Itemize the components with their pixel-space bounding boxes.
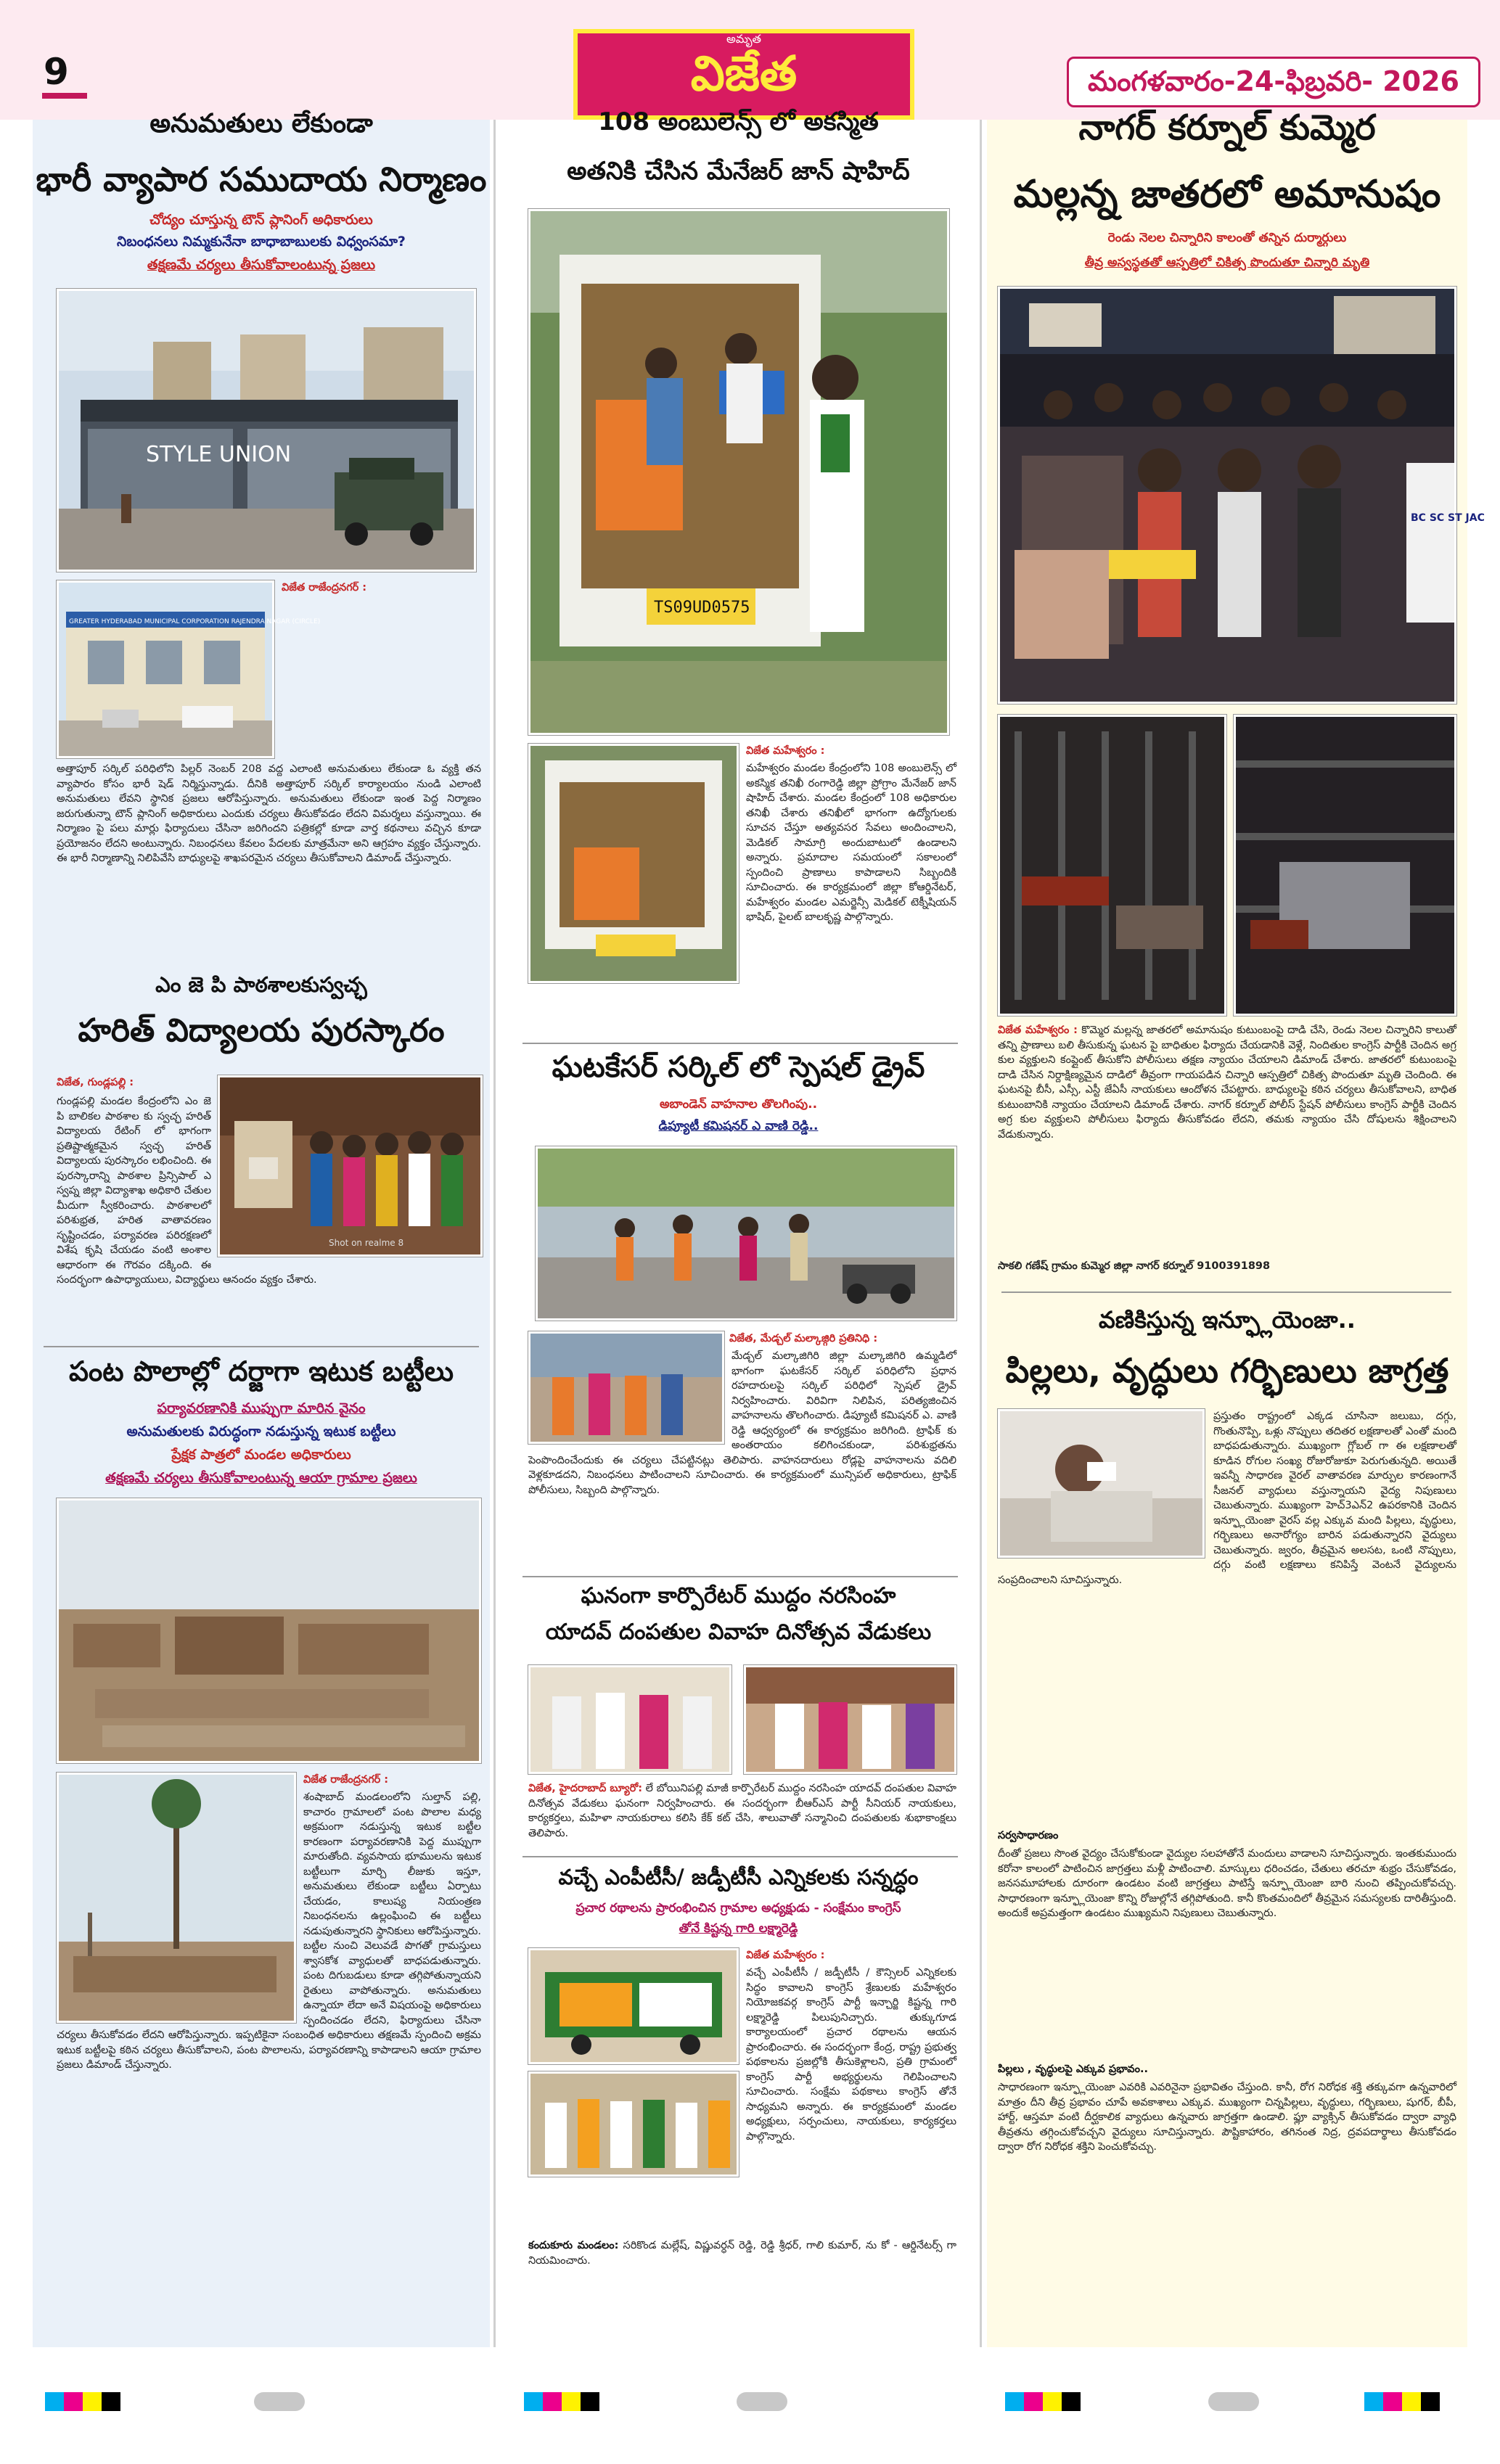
page-number-underline bbox=[42, 93, 87, 99]
left-a3-dateline: విజేత రాజేంద్రనగర్ : bbox=[303, 1774, 389, 1786]
protest-photo[interactable] bbox=[998, 287, 1485, 704]
right-a1-headline: మల్లన్న జాతరలో అమానుషం bbox=[1013, 173, 1441, 216]
mid-a3-headline2: యాదవ్ దంపతుల వివాహ దినోత్సవ వేడుకలు bbox=[545, 1619, 932, 1645]
right-a2-kicker: వణికిస్తున్న ఇన్ఫ్లూయెంజా.. bbox=[1099, 1306, 1356, 1334]
left-a1-sub2: నిబంధనలు నిమ్మకునేనా బాధాబాబులకు విధ్వంసమా? bbox=[117, 234, 406, 250]
left-a2-dateline: విజేత, గుండ్లపల్లి : bbox=[57, 1077, 134, 1088]
left-a3-sub3: ప్రేక్షక పాత్రలో మండల అధికారులు bbox=[171, 1447, 351, 1463]
anniversary-photo-2[interactable] bbox=[744, 1665, 956, 1774]
left-a2-headline: హరిత్ విద్యాలయ పురస్కారం bbox=[78, 1012, 445, 1049]
mid-a4-body: వచ్చే ఎంపీటీసీ / జడ్పీటీసీ / కౌన్సిలర్ ఎన్నికలకు సిద్ధం కావాలని కాంగ్రెస్ శ్రేణులకు మహేశ్వరం నియోజకవర్గ కాంగ్రెస్ పార్టీ ఇన్చార్జి కిష్టన్న గారి లక్ష్మారెడ్డి పిలుపునిచ్చారు. తుక్కుగూడ కార్యాలయంలో ప్రచార రథాలను ఆయన ప్రారంభించారు. ఈ సందర్భంగా కేంద్ర, రాష్ట్ర ప్రభుత్వ పథకాలను ప్రజల్లోకి తీసుకెళ్లాలని, ప్రతి గ్రామంలో కాంగ్రెస్ పార్టీ అభ్యర్థులను గెలిపించాలని సూచించారు. సంక్షేమ పథకాలు కాంగ్రెస్ తోనే సాధ్యమని అన్నారు. ఈ కార్యక్రమంలో మండల అధ్యక్షులు, సర్పంచులు, నాయకులు, కార్యకర్తలు పాల్గొన్నారు. bbox=[746, 1967, 956, 2143]
column-divider bbox=[980, 120, 982, 2347]
right-a2-label2: సర్వసాధారణం bbox=[998, 1830, 1059, 1841]
left-a3-sub2: అనుమతులకు విరుద్ధంగా నడుస్తున్న ఇటుక బట్టీలు bbox=[126, 1424, 396, 1440]
left-a1-kicker: అనుమతులు లేకుండా bbox=[149, 109, 373, 139]
mid-a4-dateline: విజేత మహేశ్వరం : bbox=[746, 1950, 825, 1961]
mid-a4-headline: వచ్చే ఎంపీటీసీ/ జడ్పీటీసీ ఎన్నికలకు సన్నద్ధం bbox=[558, 1865, 919, 1889]
article-divider bbox=[522, 1856, 958, 1857]
masthead bbox=[0, 0, 1500, 120]
mid-a4-tail-label: కందుకూరు మండలం: bbox=[528, 2240, 619, 2251]
mid-a1-kicker: 108 అంబులెన్స్ లో అకస్మిత bbox=[598, 107, 879, 136]
mid-a1-headline: అతనికి చేసిన మేనేజర్ జాన్ షాహిద్ bbox=[567, 157, 910, 186]
right-a2-body1: ప్రస్తుతం రాష్ట్రంలో ఎక్కడ చూసినా జలుబు, దగ్గు, గొంతునొప్పి, ఒళ్లు నొప్పులు తదితర లక్షణాలతో ఎంతో మంది బాధపడుతున్నారు. ముఖ్యంగా గ్లోబల్ గా ఈ లక్షణాలతో కూడిన రోగుల సంఖ్య రోజురోజుకూ పెరుగుతున్నది. అయితే ఇవన్నీ సాధారణ వైరల్ వాతావరణ మార్పుల కారణంగానే సీజనల్ వ్యాధులు వస్తున్నాయని వైద్య నిపుణులు చెబుతున్నారు. ముఖ్యంగా హెచ్3ఎన్2 ఉపరకానికి చెందిన ఇన్ఫ్లూయెంజా వైరస్ వల్ల ఎక్కువ మంది పిల్లలు, వృద్ధులు, గర్భిణులు అనారోగ్యం బారిన పడుతున్నారని వైద్యులు చెబుతున్నారు. జ్వరం, తీవ్రమైన అలసట, ఒంటి నొప్పులు, దగ్గు వంటి లక్షణాలు కనిపిస్తే వెంటనే వైద్యులను సంప్రదించాలని సూచిస్తున్నారు. bbox=[998, 1410, 1456, 1586]
left-a3-body: శంషాబాద్ మండలంలోని సుల్తాన్ పల్లి, కాచారం గ్రామాలలో పంట పొలాల మధ్య అక్రమంగా నడుస్తున్న ఇటుక బట్టీల కారణంగా పర్యావరణానికి పెద్ద ముప్పుగా మారుతోంది. వ్యవసాయ భూములను ఇటుక బట్టీలుగా మార్చి లీజుకు ఇస్తూ, అనుమతులు లేకుండా బట్టీలు ఏర్పాటు చేయడం, కాలుష్య నియంత్రణ నిబంధనలను ఉల్లంఘించి ఈ బట్టీలు నడుపుతున్నారని స్థానికులు ఆరోపిస్తున్నారు. బట్టీల నుంచి వెలువడే పొగతో గ్రామస్తులు శ్వాసకోశ వ్యాధులతో బాధపడుతున్నారు. పంట దిగుబడులు కూడా తగ్గిపోతున్నాయని రైతులు వాపోతున్నారు. అనుమతులు ఉన్నాయా లేదా అనే విషయంపై అధికారులు స్పందించడం లేదని, ఫిర్యాదులు చేసినా చర్యలు తీసుకోవడం లేదని ఆరోపిస్తున్నారు. ఇప్పటికైనా సంబంధిత అధికారులు తక్షణమే స్పందించి అక్రమ ఇటుక బట్టీలపై కఠిన చర్యలు తీసుకోవాలని, పంట పొలాలను, పర్యావరణాన్ని కాపాడాలని ఆయా గ్రామాల ప్రజలు డిమాండ్ చేస్తున్నారు. bbox=[57, 1791, 481, 2071]
color-registration-strip bbox=[1005, 2392, 1081, 2411]
left-a1-headline: భారీ వ్యాపార సముదాయ నిర్మాణం bbox=[36, 160, 487, 199]
color-registration-strip bbox=[524, 2392, 599, 2411]
mid-a3-body: విజేత, హైదరాబాద్ బ్యూరో: లే బోయినిపల్లి మాజీ కార్పొరేటర్ ముద్దం నరసింహ యాదవ్ దంపతుల వివాహ దినోత్సవ వేడుకలు ఘనంగా నిర్వహించారు. ఈ సందర్భంగా బీఆర్ఎస్ పార్టీ సీనియర్ నాయకులు, కార్యకర్తలు, మహిళా నాయకురాలు కలిసి కేక్ కట్ చేసి, శాలువాతో సన్మానించి దంపతులకు శుభాకాంక్షలు తెలిపారు. bbox=[528, 1783, 956, 1839]
left-a3-headline: పంట పొలాల్లో దర్జాగా ఇటుక బట్టీలు bbox=[69, 1355, 454, 1387]
issue-date: మంగళవారం-24-ఫిబ్రవరి- 2026 bbox=[1067, 57, 1480, 107]
print-registration-footer bbox=[0, 2347, 1500, 2464]
mid-a1-dateline: విజేత మహేశ్వరం : bbox=[746, 745, 825, 757]
mid-a4-sub1: ప్రచార రథాలను ప్రారంభించిన గ్రామాల అధ్యక్షుడు - సంక్షేమం కాంగ్రెస్ bbox=[575, 1901, 901, 1915]
mid-a2-sub2: డిప్యూటీ కమిషనర్ ఎ వాణి రెడ్డి.. bbox=[658, 1119, 819, 1133]
right-a1-contact: సాకలి గణేష్ గ్రామం కుమ్మెర జిల్లా నాగర్ కర్నూల్ 9100391898 bbox=[998, 1260, 1271, 1272]
left-a3-sub1: పర్యావరణానికి ముప్పుగా మారిన వైనం bbox=[157, 1400, 366, 1416]
article-divider bbox=[522, 1043, 958, 1044]
mid-a1-body: మహేశ్వరం మండల కేంద్రంలోని 108 అంబులెన్స్ లో అకస్మిక తనిఖీ రంగారెడ్డి జిల్లా ప్రోగ్రాం మేనేజర్ జాన్ షాహిద్ చేశారు. మండల కేంద్రంలో 108 అధికారుల తనిఖీ చేశారు తనిఖీలో భాగంగా ఉద్యోగులకు సూచన చేస్తూ అత్యవసర సేవలు అందించాలని, మెడికల్ సామాగ్రి అందుబాటులో ఉండాలని అన్నారు. ప్రమాదాల సమయంలో సకాలంలో స్పందించి ప్రాణాలు కాపాడాలని సిబ్బందికి సూచించారు. ఈ కార్యక్రమంలో జిల్లా కోఆర్డినేటర్, మహేశ్వరం మండల ఎమర్జెన్సీ మెడికల్ టెక్నీషియన్ భాషిద్, పైలట్ బాలకృష్ణ పాల్గొన్నారు. bbox=[746, 763, 956, 923]
left-a1-dateline: విజేత రాజేంద్రనగర్ : bbox=[282, 582, 367, 594]
article-divider bbox=[522, 1576, 958, 1577]
right-a2-body2: దీంతో ప్రజలు సొంత వైద్యం చేసుకోకుండా వైద్యుల సలహాతోనే మందులు వాడాలని సూచిస్తున్నారు. ఇంతకుముందు కరోనా కాలంలో పాటించిన జాగ్రత్తలు మళ్లీ పాటించాలి. మాస్కులు ధరించడం, చేతులు తరచూ శుభ్రం చేసుకోవడం, జనసమూహాలకు దూరంగా ఉండటం వంటి జాగ్రత్తలు పాటిస్తే ఇన్ఫ్లూయెంజా బారి నుంచి తప్పించుకోవచ్చు. సాధారణంగా ఇన్ఫ్లూయెంజా కొన్ని రోజుల్లోనే తగ్గిపోతుంది. కానీ కొంతమందిలో తీవ్రమైన సమస్యలకు దారితీస్తుంది. అందుకే అప్రమత్తంగా ఉండటం ముఖ్యమని నిపుణులు చెబుతున్నారు. bbox=[998, 1848, 1456, 1919]
newspaper-logo[interactable] bbox=[573, 29, 914, 120]
page-number: 9 bbox=[44, 51, 69, 93]
mid-a3-dateline: విజేత, హైదరాబాద్ బ్యూరో: bbox=[528, 1783, 643, 1794]
left-a1-sub1: చోద్యం చూస్తున్న టౌన్ ప్లానింగ్ అధికారులు bbox=[149, 212, 373, 228]
right-a1-dateline: విజేత మహేశ్వరం : bbox=[998, 1024, 1078, 1036]
color-registration-strip bbox=[45, 2392, 120, 2411]
mid-a2-body: మేడ్చల్ మల్కాజిగిరి జిల్లా మల్కాజిగిరి ఉమ్మడిలో భాగంగా ఘటకేసర్ సర్కిల్ పరిధిలోని ప్రధాన రహదారులపై సర్కిల్ పరిధిలో స్పెషల్ డ్రైవ్ నిర్వహించారు. విరివిగా నిలిపిన, పరిత్యజించిన వాహనాలను తొలగించారు. డిప్యూటీ కమిషనర్ ఎ. వాణి రెడ్డి ఆధ్వర్యంలో ఈ కార్యక్రమం జరిగింది. ట్రాఫిక్ కు అంతరాయం కలిగించకుండా, పరిశుభ్రతను పెంపొందించేందుకు ఈ చర్యలు చేపట్టినట్లు తెలిపారు. వాహనదారులు రోడ్లపై వాహనాలను వదిలి వెళ్లకూడదని, నిబంధనలు పాటించాలని సూచించారు. ఈ కార్యక్రమంలో మున్సిపల్ అధికారులు, ట్రాఫిక్ పోలీసులు, సిబ్బంది పాల్గొన్నారు. bbox=[528, 1350, 956, 1496]
mid-a2-sub1: అబాండెన్ వాహనాల తొలగింపు.. bbox=[659, 1097, 818, 1112]
left-a1-sub3: తక్షణమే చర్యలు తీసుకోవాలంటున్న ప్రజలు bbox=[147, 257, 376, 273]
cctv-still-1[interactable] bbox=[998, 715, 1226, 1016]
mid-a4-tail: కందుకూరు మండలం: సరికొండ మల్లేష్, విష్ణువర్ధన్ రెడ్డి, రెడ్డి శ్రీధర్, గాలి కుమార్, ను కో - ఆర్డినేటర్స్ గా నియమించారు. bbox=[528, 2240, 957, 2267]
logo-tagline: అమృత bbox=[726, 32, 761, 46]
mid-a2-headline: ఘటకేసర్ సర్కిల్ లో స్పెషల్ డ్రైవ్ bbox=[552, 1051, 925, 1084]
column-divider bbox=[493, 120, 496, 2347]
right-a1-kicker: నాగర్ కర్నూల్ కుమ్మెర bbox=[1078, 107, 1376, 148]
mid-a2-dateline: విజేత, మేడ్చల్ మల్కాజ్గిరి ప్రతినిధి : bbox=[729, 1333, 878, 1344]
right-a2-label3: పిల్లలు , వృద్ధులపై ఎక్కువ ప్రభావం.. bbox=[998, 2063, 1148, 2075]
mid-a4-sub2: తోనే కిష్టన్న గారి లక్ష్మారెడ్డి bbox=[679, 1921, 798, 1936]
registration-pill bbox=[1208, 2392, 1259, 2411]
camera-watermark: Shot on realme 8 bbox=[329, 1238, 404, 1248]
anniversary-photo-1[interactable] bbox=[528, 1665, 731, 1774]
cctv-still-2[interactable] bbox=[1234, 715, 1456, 1016]
article-divider bbox=[44, 1346, 479, 1347]
registration-pill bbox=[737, 2392, 787, 2411]
registration-pill bbox=[254, 2392, 305, 2411]
left-a2-kicker: ఎం జె పి పాఠశాలకుస్వచ్ఛ bbox=[155, 972, 367, 997]
logo-text: విజేత bbox=[690, 45, 798, 102]
left-a3-sub4: తక్షణమే చర్యలు తీసుకోవాలంటున్న ఆయా గ్రామాల ప్రజలు bbox=[105, 1470, 417, 1486]
right-a1-sub2: తీవ్ర అస్వస్థతతో ఆస్పత్రిలో చికిత్స పొందుతూ చిన్నారి మృతి bbox=[1084, 255, 1370, 270]
special-drive-photo[interactable] bbox=[536, 1146, 956, 1321]
color-registration-strip bbox=[1364, 2392, 1440, 2411]
ghmc-sign: GREATER HYDERABAD MUNICIPAL CORPORATION RAJENDRA NAGAR (CIRCLE) bbox=[69, 618, 321, 625]
right-a2-body3: సాధారణంగా ఇన్ఫ్లూయెంజా ఎవరికి ఎవరినైనా ప్రభావితం చేస్తుంది. కానీ, రోగ నిరోధక శక్తి తక్కువగా ఉన్నవారిలో మాత్రం దీని తీవ్ర ప్రభావం చూపే అవకాశాలు ఎక్కువ. ముఖ్యంగా చిన్నపిల్లలు, వృద్ధులు, గర్భిణులు, షుగర్, బీపీ, హార్ట్, ఆస్తమా వంటి దీర్ఘకాలిక వ్యాధులు ఉన్నవారు జాగ్రత్తగా ఉండాలి. ఫ్లూ వ్యాక్సిన్ తీసుకోవడం ద్వారా వ్యాధి తీవ్రతను తగ్గించుకోవచ్చని వైద్యులు సూచిస్తున్నారు. పౌష్టికాహారం, తగినంత నిద్ర, ద్రవపదార్థాలు తీసుకోవడం ద్వారా రోగ నిరోధక శక్తిని పెంచుకోవచ్చు. bbox=[998, 2082, 1456, 2153]
article-divider bbox=[1001, 1291, 1451, 1293]
left-a2-body: గుండ్లపల్లి మండల కేంద్రంలోని ఎం జె పి బాలికల పాఠశాల కు స్వచ్ఛ హరిత్ విద్యాలయ రేటింగ్ లో భాగంగా ప్రతిష్టాత్మకమైన స్వచ్ఛ హరిత్ విద్యాలయ పురస్కారం లభించింది. ఈ పురస్కారాన్ని పాఠశాల ప్రిన్సిపాల్ ఎ స్వప్న జిల్లా విద్యాశాఖ అధికారి చేతుల మీదుగా స్వీకరించారు. పాఠశాలలో పరిశుభ్రత, హరిత వాతావరణం సృష్టించడం, పర్యావరణ పరిరక్షణలో విశేష కృషి చేయడం వంటి అంశాల ఆధారంగా ఈ గౌరవం దక్కింది. ఈ సందర్భంగా ఉపాధ్యాయులు, విద్యార్థులు ఆనందం వ్యక్తం చేశారు. bbox=[57, 1096, 317, 1286]
right-a1-body: విజేత మహేశ్వరం : కొమ్మెర మల్లన్న జాతరలో అమానుషం కుటుంబంపై దాడి చేసి, రెండు నెలల చిన్నారిని కాలుతో తన్ని ప్రాణాలు బలి తీసుకున్న ఘటన పై బాధితుల ఫిర్యాదు చేయడానికి వెళ్లే, నిందితుల కాంగ్రెస్ పార్టీకి చెందిన అగ్ర కుల వ్యక్తులని కంప్లైంట్ తీసుకోని పోలీసులు తక్షణ న్యాయం చేయాలని డిమాండ్ చేశారు. జాతరలో కుటుంబంపై దాడి చేసిన నిర్దాక్షిణ్యమైన దాడిలో తీవ్రంగా గాయపడిన చిన్నారి ఆస్పత్రిలో చికిత్స పొందుతూ మృతి చెందింది. ఈ ఘటనపై బీసీ, ఎస్సీ, ఎస్టీ జేఏసీ నాయకులు ఆందోళన చేపట్టారు. బాధ్యులపై కఠిన చర్యలు తీసుకోవాలని, బాధిత కుటుంబానికి న్యాయం చేయాలని డిమాండ్ చేశారు. నాగర్ కర్నూల్ పోలీస్ స్టేషన్ పోలీసులు కాంగ్రెస్ పార్టీకి చెందిన అగ్ర కుల వ్యక్తులని పోలీసులు ఫిర్యాదు తీసుకోవడం లేదని, తమకు న్యాయం చేసి దోషులను శిక్షించాలని వేడుకున్నారు. bbox=[998, 1024, 1456, 1141]
left-a1-body: అత్తాపూర్ సర్కిల్ పరిధిలోని పిల్లర్ నెంబర్ 208 వద్ద ఎలాంటి అనుమతులు లేకుండా ఓ వ్యక్తి తన వ్యాపారం కోసం భారీ షెడ్ నిర్మిస్తున్నాడు. దీనికి అత్తాపూర్ సర్కిల్ కార్యాలయం నుండి ఎలాంటి అనుమతులు లేవని స్థానిక ప్రజలు ఆరోపిస్తున్నారు. అనుమతులు లేకుండా ఇంత పెద్ద నిర్మాణం జరుగుతున్నా టౌన్ ప్లానింగ్ అధికారులు ఎందుకు చర్యలు తీసుకోవడం లేదని విమర్శలు వస్తున్నాయి. ఈ నిర్మాణం పై పలు మార్లు ఫిర్యాదులు చేసినా జరిగిందని పత్రికల్లో కూడా వార్త కథనాలు వచ్చిన కూడా ప్రయోజనం లేదని అంటున్నారు. నిబంధనలు కేవలం పేదలకు మాత్రమేనా అని ఆగ్రహం వ్యక్తం చేస్తున్నారు. ఈ భారీ నిర్మాణాన్ని నిలిపివేసి బాధ్యులపై శాఖపరమైన చర్యలు తీసుకోవాలని డిమాండ్ చేస్తున్నారు. bbox=[57, 763, 481, 864]
jac-banner: BC SC ST JAC bbox=[1411, 512, 1485, 524]
license-plate: TS09UD0575 bbox=[654, 599, 750, 617]
store-sign: STYLE UNION bbox=[146, 442, 292, 467]
mid-a3-headline1: ఘనంగా కార్పొరేటర్ ముద్దం నరసింహ bbox=[581, 1583, 896, 1609]
ambulance-inspection-photo[interactable] bbox=[528, 209, 949, 735]
style-union-building-photo[interactable] bbox=[57, 289, 476, 572]
right-a1-sub1: రెండు నెలల చిన్నారిని కాలంతో తన్నిన దుర్మార్గులు bbox=[1107, 231, 1347, 245]
brick-kiln-field-photo[interactable] bbox=[57, 1498, 481, 1763]
right-a2-headline: పిల్లలు, వృద్ధులు గర్భిణులు జాగ్రత్త bbox=[1005, 1351, 1449, 1390]
